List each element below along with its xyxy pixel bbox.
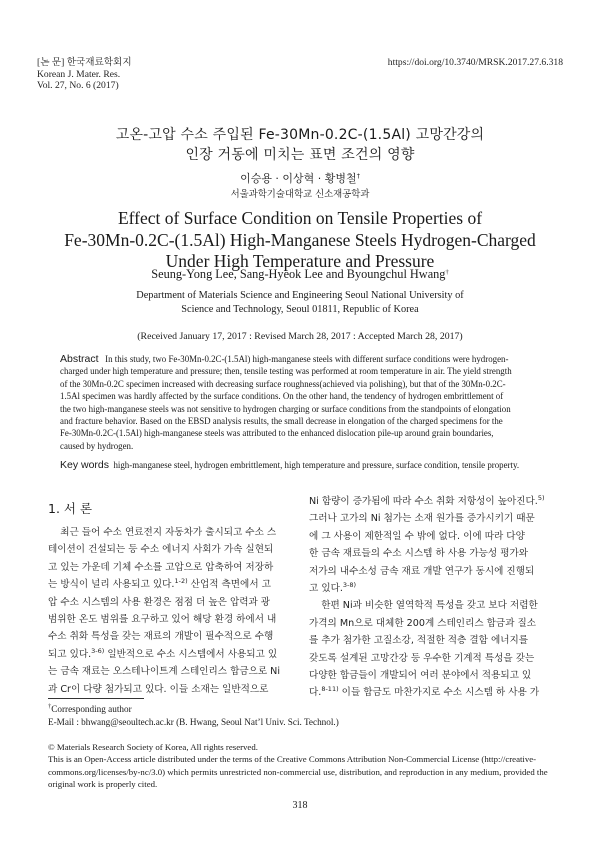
copyright-block: [48, 741, 554, 790]
left-column-line: [48, 681, 296, 698]
corresponding-email: E-Mail : bhwang@seoultech.ac.kr (B. Hwang, Seoul Nat’l Univ. Sci. Technol.): [48, 716, 339, 727]
body-text: 는 금속 재료는 오스테나이트계 스테인리스 합금으로 Ni: [48, 666, 281, 678]
journal-header: [37, 57, 132, 92]
korean-affiliation: 서울과학기술대학교 신소재공학과: [230, 189, 370, 200]
body-text: 한편 Ni과 비슷한 열역학적 특성을 갖고 보다 저렴한: [309, 600, 538, 612]
license-line: commons.org/licenses/by-nc/3.0) which permits unrestricted non-commercial use, distribution, and reproduction in any medium, provided the: [48, 766, 548, 777]
korean-authors-text: 이승용 · 이상혁 · 황병철: [240, 172, 357, 185]
abstract-line: Fe-30Mn-0.2C-(1.5Al) high-manganese steels was attributed to the enhanced dislocation pile-up around grain boundaries,: [60, 428, 494, 439]
journal-name-korean: [논 문] 한국재료학회지: [37, 57, 132, 68]
english-title: [30, 208, 570, 273]
right-column-line: [309, 528, 555, 545]
body-text: 산업적 측면에서 고: [187, 579, 271, 591]
english-authors-text: Seung-Yong Lee, Sang-Hyeok Lee and Byoungchul Hwang: [151, 267, 446, 281]
right-column: [309, 493, 555, 702]
corresponding-author: Corresponding author: [51, 704, 132, 714]
right-column-line: [309, 563, 555, 580]
right-column-line: [309, 667, 555, 684]
footnote-divider: [48, 698, 144, 699]
right-column-line: [309, 493, 555, 510]
left-column-line: [48, 628, 296, 645]
korean-title-line1: 고온-고압 수소 주입된 Fe-30Mn-0.2C-(1.5Al) 고망간강의: [115, 127, 485, 143]
body-text: 이들 합금도 마찬가지로 수소 시스템 하 사용 가: [338, 687, 540, 699]
left-column-line: [48, 524, 296, 541]
left-column-line: [48, 594, 296, 611]
abstract-line: of the 30Mn-0.2C specimen increased with decreasing surface roughness(achieved via polishing), but that of the 30Mn-0.2C-: [60, 378, 506, 389]
body-text: 다.: [309, 687, 322, 699]
journal-name-english: Korean J. Mater. Res.: [37, 68, 121, 80]
right-column-line: [309, 650, 555, 667]
english-affiliation-line1: Department of Materials Science and Engineering Seoul National University of: [136, 290, 464, 301]
body-text: 수소 취화 특성을 갖는 재료의 개발이 필수적으로 수행: [48, 631, 274, 643]
abstract-line: caused by hydrogen.: [60, 440, 134, 451]
body-text: 다양한 합금들이 개발되어 여러 분야에서 적용되고 있: [309, 670, 532, 682]
body-text: 저가의 내수소성 금속 재료 개발 연구가 동시에 진행되: [309, 565, 535, 577]
page-number: 318: [292, 800, 308, 811]
citation-ref: 5): [537, 494, 545, 502]
copyright-notice: © Materials Research Society of Korea, All rights reserved.: [48, 742, 258, 752]
korean-corresponding-mark: †: [356, 172, 360, 180]
left-column-line: [48, 559, 296, 576]
abstract-line: In this study, two Fe-30Mn-0.2C-(1.5Al) high-manganese steels with different surface conditions were hydrogen-: [105, 354, 509, 364]
body-text: 고 있는 가운데 기체 수소를 고압으로 압축하여 저장하: [48, 561, 274, 573]
left-column-line: [48, 663, 296, 680]
left-column: [48, 524, 296, 698]
received-dates: (Received January 17, 2017 : Revised March 28, 2017 : Accepted March 28, 2017): [137, 331, 463, 342]
license-line: This is an Open-Access article distributed under the terms of the Creative Commons Attribution Non-Commercial License (http://creative-: [48, 754, 537, 765]
section-title: 서 론: [63, 501, 93, 516]
body-text: 테이션이 건설되는 등 수소 에너지 사회가 가속 실현되: [48, 544, 274, 556]
footnote-mark: †: [48, 703, 52, 710]
body-text: 를 추가 첨가한 고질소강, 적절한 적층 결함 에너지를: [309, 635, 529, 647]
right-column-line: [309, 545, 555, 562]
body-text: 한 금속 재료들의 수소 시스템 하 사용 가능성 평가와: [309, 548, 529, 560]
abstract: [60, 353, 540, 452]
left-column-line: [48, 541, 296, 558]
right-column-line: [309, 684, 555, 701]
left-column-line: [48, 611, 296, 628]
abstract-line: the two high-manganese steels was not sensitive to hydrogen charging or surface conditions from the standpoints of elongation: [60, 403, 511, 414]
license-line: original work is properly cited.: [48, 778, 158, 789]
english-corresponding-mark: †: [445, 269, 449, 276]
footnote: [48, 703, 339, 728]
citation-ref: 8-11): [321, 685, 339, 694]
body-text: 갖도록 설계된 고망간강 등 우수한 기계적 특성을 갖는: [309, 652, 535, 664]
body-text: 고 있다.: [309, 583, 343, 595]
english-title-line2: Fe-30Mn-0.2C-(1.5Al) High-Manganese Steels Hydrogen-Charged: [64, 229, 536, 250]
abstract-line: and fracture behavior. Based on the EBSD analysis results, the small decrease in elongation of the charged specimens for the: [60, 416, 503, 427]
korean-title-line2: 인장 거동에 미치는 표면 조건의 영향: [185, 147, 415, 163]
body-text: 일반적으로 수소 시스템에서 사용되고 있: [104, 648, 278, 660]
keywords-text: high-manganese steel, hydrogen embrittlement, high temperature and pressure, surface condition, tensile property.: [113, 460, 520, 470]
abstract-line: charged under high temperature and pressure; then, tensile testing was performed at room temperature in air. The yield strength: [60, 366, 512, 377]
english-affiliation: [30, 289, 570, 316]
right-column-line: [309, 632, 555, 649]
abstract-label: Abstract: [60, 353, 99, 365]
english-title-line3: Under High Temperature and Pressure: [165, 251, 435, 271]
body-text: 에 그 사용이 제한적일 수 밖에 없다. 이에 따라 다양: [309, 530, 525, 542]
abstract-line: 1.5Al specimen was hardly affected by the surface conditions. On the other hand, the tendency of hydrogen embrittlement of: [60, 391, 504, 402]
right-column-line: [309, 580, 555, 597]
right-column-line: [309, 510, 555, 527]
body-text: 되고 있다.: [48, 648, 92, 660]
body-text: 는 방식이 널리 사용되고 있다.: [48, 579, 175, 591]
right-column-line: [309, 615, 555, 632]
left-column-line: [48, 576, 296, 593]
body-text: 과 Cr이 다량 첨가되고 있다. 이들 소재는 일반적으로: [48, 683, 269, 695]
english-authors: [30, 267, 570, 282]
section-number: 1.: [48, 501, 60, 516]
citation-ref: 3-6): [91, 646, 105, 655]
body-text: 압 수소 시스템의 사용 환경은 점점 더 높은 압력과 광: [48, 596, 271, 608]
body-text: 최근 들어 수소 연료전지 자동차가 출시되고 수소 스: [48, 527, 277, 538]
body-text: 범위한 온도 범위를 요구하고 있어 해당 환경 하에서 내: [48, 614, 277, 626]
left-column-line: [48, 646, 296, 663]
korean-authors: [30, 170, 570, 186]
body-text: 그러나 고가의 Ni 첨가는 소재 원가를 증가시키기 때문: [309, 513, 535, 525]
journal-volume: Vol. 27, No. 6 (2017): [37, 80, 119, 91]
keywords-label: Key words: [60, 459, 110, 471]
body-text: 가격의 Mn으로 대체한 200계 스테인리스 합금과 질소: [309, 617, 537, 629]
doi-link[interactable]: https://doi.org/10.3740/MRSK.2017.27.6.318: [387, 57, 563, 68]
english-affiliation-line2: Science and Technology, Seoul 01811, Republic of Korea: [181, 303, 419, 315]
citation-ref: 1-2): [174, 577, 188, 586]
keywords: [60, 459, 550, 471]
body-text: Ni 함량이 증가됨에 따라 수소 취화 저항성이 높아진다.: [309, 496, 538, 507]
citation-ref: 3-8): [342, 581, 357, 590]
english-title-line1: Effect of Surface Condition on Tensile Properties of: [117, 208, 483, 228]
section-heading: [48, 499, 92, 517]
right-column-line: [309, 597, 555, 614]
